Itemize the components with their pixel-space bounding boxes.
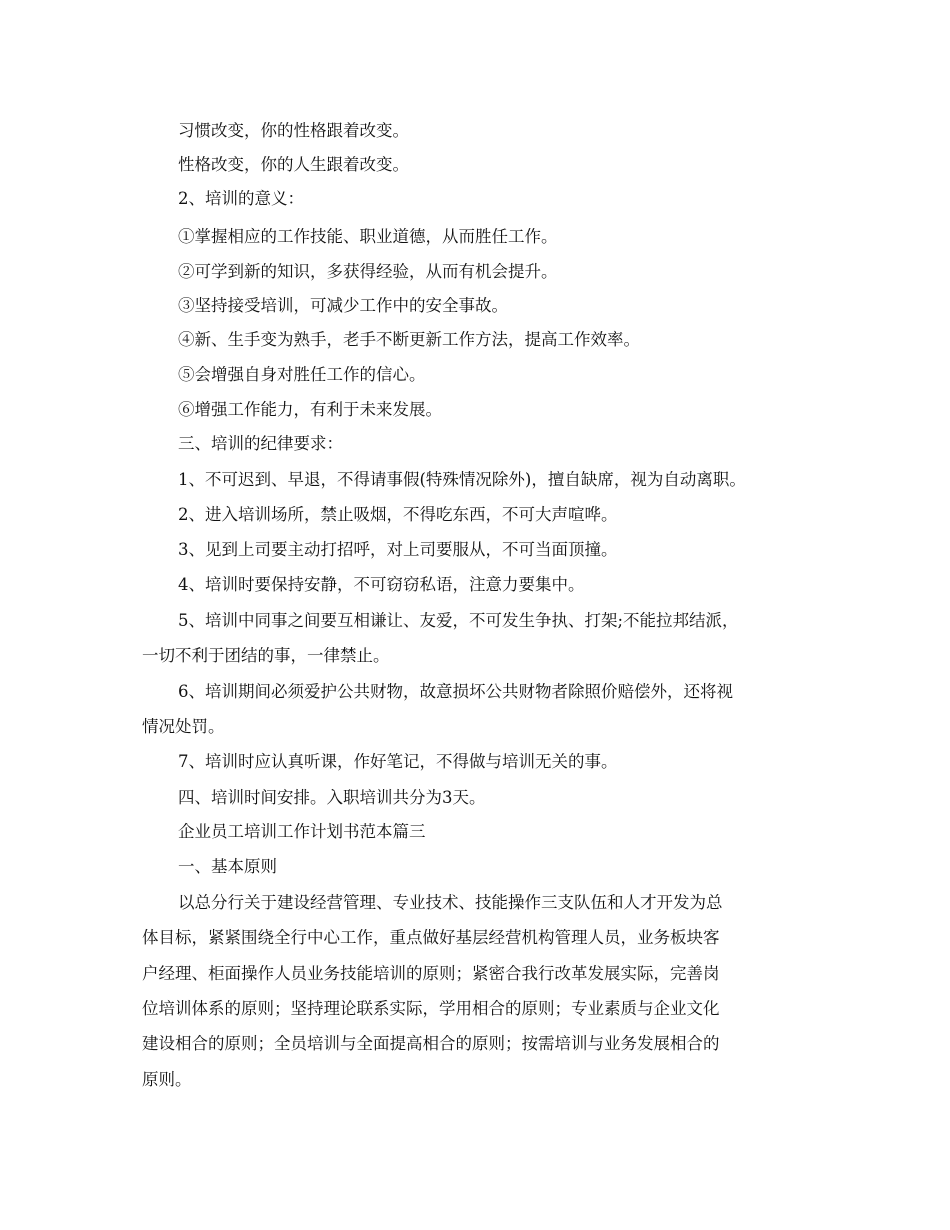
paragraph-line: 体目标，紧紧围绕全行中心工作，重点做好基层经营机构管理人员，业务板块客 [142,928,720,947]
list-item: 6、培训期间必须爱护公共财物，故意损坏公共财物者除照价赔偿外，还将视 [178,682,733,701]
list-item: ⑥增强工作能力，有利于未来发展。 [178,400,442,419]
list-item: 2、进入培训场所，禁止吸烟，不得吃东西，不可大声喧哗。 [178,505,618,524]
list-item: 4、培训时要保持安静，不可窃窃私语，注意力要集中。 [178,575,585,594]
list-item: ①掌握相应的工作技能、职业道德，从而胜任工作。 [178,227,558,246]
paragraph-line: 原则。 [142,1070,192,1089]
list-item: 5、培训中同事之间要互相谦让、友爱，不可发生争执、打架;不能拉邦结派， [178,611,739,630]
paragraph-line: 以总分行关于建设经营管理、专业技术、技能操作三支队伍和人才开发为总 [178,893,723,912]
section-heading: 四、培训时间安排。入职培训共分为3天。 [178,788,486,807]
list-item: ④新、生手变为熟手，老手不断更新工作方法，提高工作效率。 [178,330,640,349]
list-item: 3、见到上司要主动打招呼，对上司要服从，不可当面顶撞。 [178,540,618,559]
list-item: ②可学到新的知识，多获得经验，从而有机会提升。 [178,262,558,281]
section-heading: 三、培训的纪律要求： [178,434,343,453]
paragraph-line: 位培训体系的原则；坚持理论联系实际，学用相合的原则；专业素质与企业文化 [142,999,720,1018]
list-item: 7、培训时应认真听课，作好笔记，不得做与培训无关的事。 [178,752,618,771]
paragraph-line: 建设相合的原则；全员培训与全面提高相合的原则；按需培训与业务发展相合的 [142,1034,720,1053]
section-heading: 一、基本原则 [178,857,277,876]
text-line: 性格改变，你的人生跟着改变。 [178,155,409,174]
list-item: 1、不可迟到、早退，不得请事假(特殊情况除外)，擅自缺席，视为自动离职。 [178,470,746,489]
text-line: 习惯改变，你的性格跟着改变。 [178,121,409,140]
section-heading: 2、培训的意义： [178,189,304,208]
list-item: ③坚持接受培训，可减少工作中的安全事故。 [178,296,508,315]
document-title: 企业员工培训工作计划书范本篇三 [178,822,426,841]
list-item: ⑤会增强自身对胜任工作的信心。 [178,365,426,384]
list-item-continuation: 情况处罚。 [142,717,225,736]
list-item-continuation: 一切不利于团结的事，一律禁止。 [142,646,390,665]
paragraph-line: 户经理、柜面操作人员业务技能培训的原则；紧密合我行改革发展实际，完善岗 [142,964,720,983]
